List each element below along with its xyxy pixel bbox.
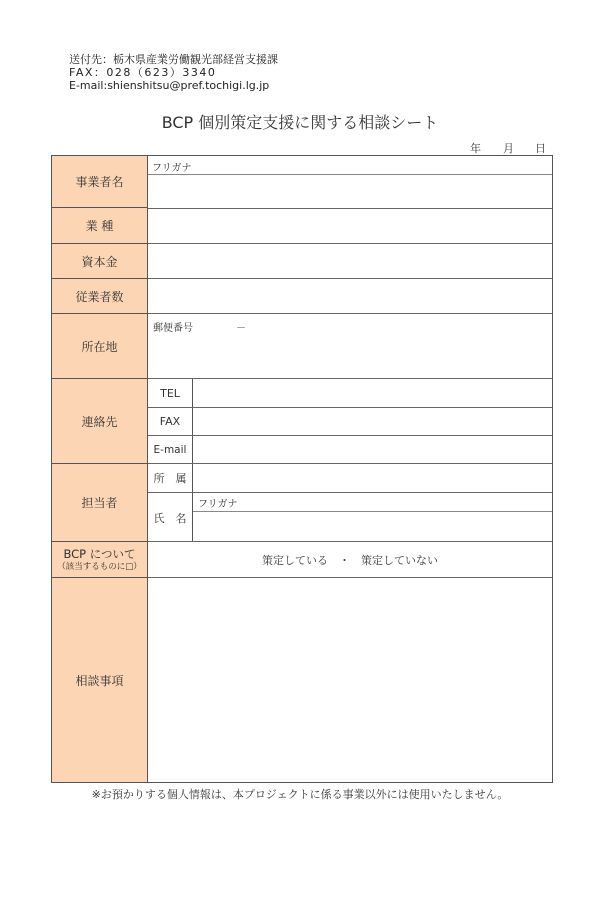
consultation-form-table: [51, 155, 553, 783]
person-label: 担当者: [81, 496, 118, 510]
person-furigana-input[interactable]: [193, 493, 552, 511]
date-month-label: 月: [503, 142, 514, 155]
person-name-input[interactable]: [193, 512, 552, 542]
fax-label: FAX: [159, 415, 181, 428]
business-name-furigana-input[interactable]: [148, 156, 552, 174]
label-consultation: [52, 578, 148, 782]
email-address-text: E-mail:shienshitsu@pref.tochigi.lg.jp: [69, 79, 270, 92]
business-name-label: 事業者名: [75, 175, 124, 189]
employees-label: 従業者数: [75, 289, 124, 304]
postal-code-dash: －: [236, 323, 246, 334]
bcp-options[interactable]: 策定している ・ 策定していない: [262, 554, 438, 567]
business-name-input[interactable]: [148, 175, 552, 208]
date-year-label: 年: [470, 142, 481, 155]
capital-label: 資本金: [81, 254, 118, 269]
bcp-label: BCP について: [63, 546, 136, 561]
consultation-textarea[interactable]: [148, 578, 552, 782]
address-label: 所在地: [81, 339, 118, 354]
label-address: [52, 314, 148, 379]
privacy-notice: ※お預かりする個人情報は、本プロジェクトに係る事業以外には使用いたしません。: [91, 788, 509, 801]
page-title: BCP 個別策定支援に関する相談シート: [161, 113, 439, 132]
email-input[interactable]: [193, 436, 552, 464]
label-person: [52, 464, 148, 542]
affiliation-label: 所 属: [153, 472, 187, 485]
fax-input[interactable]: [193, 408, 552, 435]
fax-number-text: FAX：028（623）3340: [69, 66, 217, 79]
label-business-name: [52, 156, 148, 208]
industry-label: 業 種: [85, 219, 114, 233]
label-contact: [52, 379, 148, 464]
tel-input[interactable]: [193, 379, 552, 407]
capital-input[interactable]: [148, 244, 552, 279]
label-employees: [52, 279, 148, 314]
label-bcp: [52, 542, 148, 578]
address-input[interactable]: [148, 314, 552, 379]
bcp-note: （該当するものに□）: [57, 561, 142, 572]
person-name-label: 氏 名: [153, 511, 187, 525]
send-to-text: 送付先：栃木県産業労働観光部経営支援課: [69, 53, 278, 66]
employees-input[interactable]: [148, 279, 552, 314]
label-capital: [52, 244, 148, 279]
affiliation-input[interactable]: [193, 464, 552, 492]
tel-label: TEL: [160, 386, 180, 400]
business-name-furigana-label: フリガナ: [152, 163, 192, 174]
email-label: E-mail: [153, 444, 187, 456]
date-day-label: 日: [535, 142, 546, 155]
label-industry: [52, 208, 148, 244]
consultation-label: 相談事項: [75, 673, 124, 688]
contact-label: 連絡先: [81, 414, 118, 429]
person-furigana-label: フリガナ: [198, 499, 238, 510]
industry-input[interactable]: [148, 209, 552, 244]
postal-code-label: 郵便番号: [153, 323, 193, 334]
